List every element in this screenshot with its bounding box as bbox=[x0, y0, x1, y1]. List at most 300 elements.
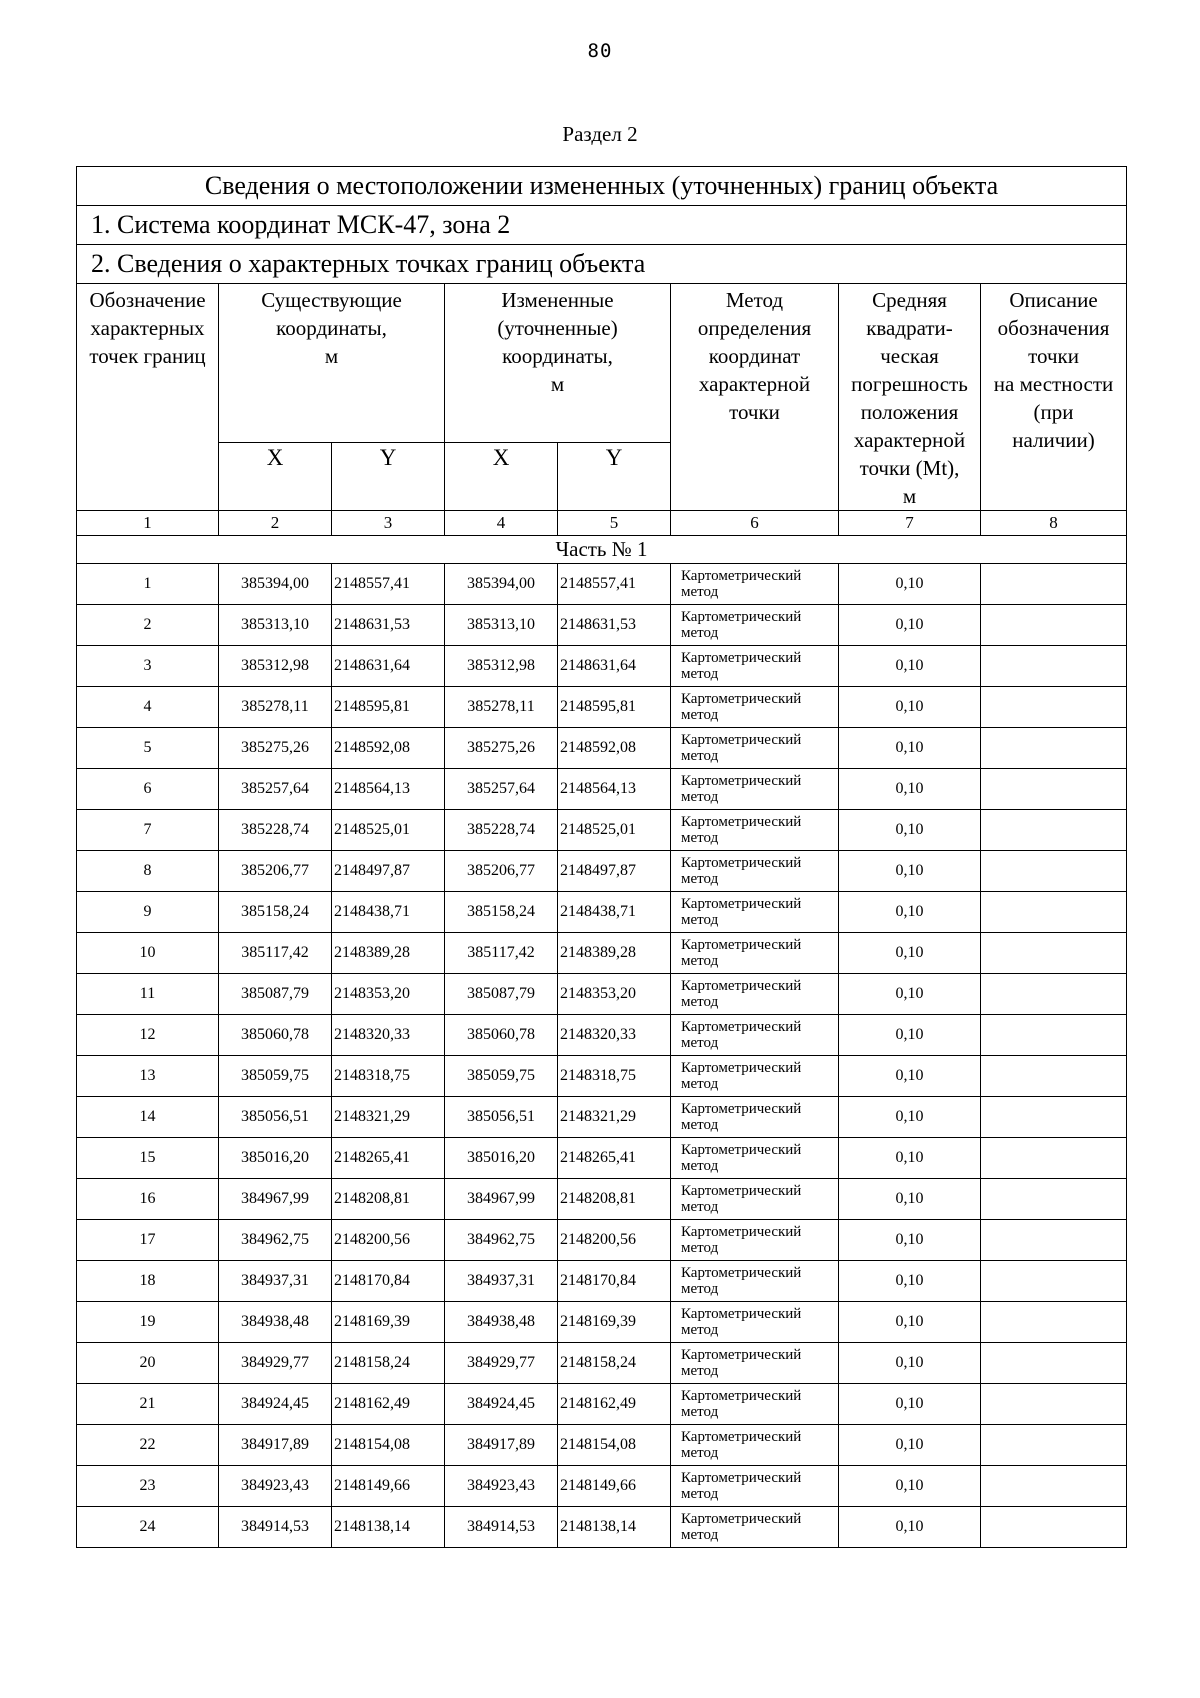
table-row bbox=[77, 1138, 1127, 1179]
method-line: метод bbox=[681, 1445, 719, 1461]
method-cell bbox=[671, 851, 839, 892]
table-row bbox=[77, 810, 1127, 851]
changed-x-cell: 385056,51 bbox=[445, 1097, 558, 1138]
header-line: определения bbox=[697, 316, 812, 340]
changed-x-cell: 384967,99 bbox=[445, 1179, 558, 1220]
point-number-cell: 14 bbox=[77, 1097, 219, 1138]
column-number: 8 bbox=[981, 511, 1127, 536]
existing-y-cell: 2148631,53 bbox=[332, 605, 445, 646]
header-description bbox=[981, 284, 1127, 511]
existing-x-cell: 384967,99 bbox=[219, 1179, 332, 1220]
method-cell bbox=[671, 728, 839, 769]
table-row bbox=[77, 974, 1127, 1015]
mean-square-error-cell: 0,10 bbox=[839, 1261, 981, 1302]
header-line: м bbox=[550, 372, 565, 396]
existing-x-cell: 385056,51 bbox=[219, 1097, 332, 1138]
table-row bbox=[77, 933, 1127, 974]
coordinate-system: 1. Система координат МСК-47, зона 2 bbox=[77, 206, 1127, 245]
description-cell bbox=[981, 1302, 1127, 1343]
header-changed-x: X bbox=[445, 443, 558, 511]
mean-square-error-cell: 0,10 bbox=[839, 1302, 981, 1343]
changed-x-cell: 384937,31 bbox=[445, 1261, 558, 1302]
header-line: характерной bbox=[698, 372, 811, 396]
description-cell bbox=[981, 1220, 1127, 1261]
changed-x-cell: 384929,77 bbox=[445, 1343, 558, 1384]
method-line: метод bbox=[681, 1281, 719, 1297]
existing-x-cell: 384917,89 bbox=[219, 1425, 332, 1466]
changed-x-cell: 384938,48 bbox=[445, 1302, 558, 1343]
existing-y-cell: 2148154,08 bbox=[332, 1425, 445, 1466]
method-cell bbox=[671, 564, 839, 605]
existing-y-cell: 2148631,64 bbox=[332, 646, 445, 687]
description-cell bbox=[981, 1261, 1127, 1302]
mean-square-error-cell: 0,10 bbox=[839, 646, 981, 687]
changed-y-cell: 2148200,56 bbox=[558, 1220, 671, 1261]
description-cell bbox=[981, 1056, 1127, 1097]
method-line: метод bbox=[681, 584, 719, 600]
mean-square-error-cell: 0,10 bbox=[839, 1384, 981, 1425]
mean-square-error-cell: 0,10 bbox=[839, 933, 981, 974]
method-line: Картометрический bbox=[681, 609, 802, 625]
method-line: метод bbox=[681, 1240, 719, 1256]
table-row bbox=[77, 1179, 1127, 1220]
mean-square-error-cell: 0,10 bbox=[839, 1138, 981, 1179]
table-row bbox=[77, 605, 1127, 646]
points-section-header: 2. Сведения о характерных точках границ объекта bbox=[77, 245, 1127, 284]
point-number-cell: 23 bbox=[77, 1466, 219, 1507]
existing-y-cell: 2148265,41 bbox=[332, 1138, 445, 1179]
existing-x-cell: 384962,75 bbox=[219, 1220, 332, 1261]
changed-x-cell: 384923,43 bbox=[445, 1466, 558, 1507]
changed-x-cell: 385158,24 bbox=[445, 892, 558, 933]
mean-square-error-cell: 0,10 bbox=[839, 974, 981, 1015]
existing-y-cell: 2148170,84 bbox=[332, 1261, 445, 1302]
header-existing-x: X bbox=[219, 443, 332, 511]
header-line: погрешность bbox=[851, 372, 968, 396]
method-line: Картометрический bbox=[681, 896, 802, 912]
existing-x-cell: 385087,79 bbox=[219, 974, 332, 1015]
method-cell bbox=[671, 974, 839, 1015]
changed-x-cell: 385016,20 bbox=[445, 1138, 558, 1179]
changed-y-cell: 2148208,81 bbox=[558, 1179, 671, 1220]
table-row bbox=[77, 1425, 1127, 1466]
table-row bbox=[77, 1302, 1127, 1343]
method-line: метод bbox=[681, 953, 719, 969]
column-number: 6 bbox=[671, 511, 839, 536]
header-line: на местности bbox=[993, 372, 1114, 396]
header-line: Метод bbox=[725, 288, 784, 312]
point-number-cell: 20 bbox=[77, 1343, 219, 1384]
existing-y-cell: 2148138,14 bbox=[332, 1507, 445, 1548]
mean-square-error-cell: 0,10 bbox=[839, 564, 981, 605]
changed-y-cell: 2148564,13 bbox=[558, 769, 671, 810]
method-cell bbox=[671, 1220, 839, 1261]
column-numbers-row bbox=[77, 511, 1127, 536]
changed-x-cell: 385060,78 bbox=[445, 1015, 558, 1056]
method-cell bbox=[671, 810, 839, 851]
method-cell bbox=[671, 1261, 839, 1302]
point-number-cell: 9 bbox=[77, 892, 219, 933]
changed-y-cell: 2148149,66 bbox=[558, 1466, 671, 1507]
header-line: (при bbox=[1033, 400, 1074, 424]
method-line: метод bbox=[681, 1363, 719, 1379]
existing-y-cell: 2148200,56 bbox=[332, 1220, 445, 1261]
header-line: Существующие bbox=[261, 288, 402, 312]
description-cell bbox=[981, 1138, 1127, 1179]
table-row bbox=[77, 646, 1127, 687]
header-line: координат bbox=[708, 344, 801, 368]
header-method bbox=[671, 284, 839, 511]
mean-square-error-cell: 0,10 bbox=[839, 1179, 981, 1220]
existing-y-cell: 2148208,81 bbox=[332, 1179, 445, 1220]
point-number-cell: 12 bbox=[77, 1015, 219, 1056]
method-line: Картометрический bbox=[681, 1019, 802, 1035]
existing-y-cell: 2148169,39 bbox=[332, 1302, 445, 1343]
changed-x-cell: 385312,98 bbox=[445, 646, 558, 687]
existing-y-cell: 2148595,81 bbox=[332, 687, 445, 728]
table-row bbox=[77, 892, 1127, 933]
method-line: метод bbox=[681, 1322, 719, 1338]
changed-y-cell: 2148321,29 bbox=[558, 1097, 671, 1138]
mean-square-error-cell: 0,10 bbox=[839, 687, 981, 728]
changed-y-cell: 2148158,24 bbox=[558, 1343, 671, 1384]
changed-x-cell: 385087,79 bbox=[445, 974, 558, 1015]
table-row bbox=[77, 728, 1127, 769]
existing-x-cell: 385206,77 bbox=[219, 851, 332, 892]
header-line: характерных bbox=[90, 316, 205, 340]
changed-y-cell: 2148497,87 bbox=[558, 851, 671, 892]
changed-y-cell: 2148318,75 bbox=[558, 1056, 671, 1097]
table-row bbox=[77, 687, 1127, 728]
method-line: Картометрический bbox=[681, 568, 802, 584]
changed-y-cell: 2148320,33 bbox=[558, 1015, 671, 1056]
method-line: метод bbox=[681, 789, 719, 805]
changed-x-cell: 385117,42 bbox=[445, 933, 558, 974]
description-cell bbox=[981, 1384, 1127, 1425]
changed-y-cell: 2148170,84 bbox=[558, 1261, 671, 1302]
existing-y-cell: 2148321,29 bbox=[332, 1097, 445, 1138]
method-line: Картометрический bbox=[681, 1306, 802, 1322]
table-title: Сведения о местоположении измененных (уточненных) границ объекта bbox=[77, 167, 1127, 206]
column-number: 2 bbox=[219, 511, 332, 536]
existing-x-cell: 384914,53 bbox=[219, 1507, 332, 1548]
changed-x-cell: 385228,74 bbox=[445, 810, 558, 851]
column-number: 3 bbox=[332, 511, 445, 536]
method-cell bbox=[671, 1507, 839, 1548]
description-cell bbox=[981, 605, 1127, 646]
point-number-cell: 7 bbox=[77, 810, 219, 851]
method-cell bbox=[671, 1097, 839, 1138]
point-number-cell: 17 bbox=[77, 1220, 219, 1261]
method-cell bbox=[671, 1138, 839, 1179]
changed-y-cell: 2148389,28 bbox=[558, 933, 671, 974]
method-cell bbox=[671, 605, 839, 646]
point-number-cell: 22 bbox=[77, 1425, 219, 1466]
existing-y-cell: 2148162,49 bbox=[332, 1384, 445, 1425]
method-line: метод bbox=[681, 1158, 719, 1174]
existing-y-cell: 2148318,75 bbox=[332, 1056, 445, 1097]
table-row bbox=[77, 1384, 1127, 1425]
header-line: м bbox=[324, 344, 339, 368]
boundary-points-table bbox=[76, 166, 1127, 1548]
header-line: характерной bbox=[853, 428, 966, 452]
description-cell bbox=[981, 646, 1127, 687]
existing-x-cell: 384938,48 bbox=[219, 1302, 332, 1343]
existing-x-cell: 385059,75 bbox=[219, 1056, 332, 1097]
method-line: метод bbox=[681, 1117, 719, 1133]
method-line: Картометрический bbox=[681, 978, 802, 994]
method-line: метод bbox=[681, 1076, 719, 1092]
header-point-designation bbox=[77, 284, 219, 511]
point-number-cell: 11 bbox=[77, 974, 219, 1015]
method-cell bbox=[671, 933, 839, 974]
header-line: наличии) bbox=[1012, 428, 1095, 452]
header-line: Обозначение bbox=[89, 288, 206, 312]
table-row bbox=[77, 1015, 1127, 1056]
mean-square-error-cell: 0,10 bbox=[839, 810, 981, 851]
point-number-cell: 16 bbox=[77, 1179, 219, 1220]
existing-y-cell: 2148353,20 bbox=[332, 974, 445, 1015]
method-line: метод bbox=[681, 1404, 719, 1420]
header-changed-coordinates bbox=[445, 284, 671, 443]
header-line: точки bbox=[729, 400, 780, 424]
point-number-cell: 2 bbox=[77, 605, 219, 646]
header-line: точки bbox=[1028, 344, 1079, 368]
method-line: метод bbox=[681, 994, 719, 1010]
existing-x-cell: 385257,64 bbox=[219, 769, 332, 810]
existing-y-cell: 2148389,28 bbox=[332, 933, 445, 974]
description-cell bbox=[981, 851, 1127, 892]
table-row bbox=[77, 1507, 1127, 1548]
method-cell bbox=[671, 1015, 839, 1056]
changed-y-cell: 2148265,41 bbox=[558, 1138, 671, 1179]
description-cell bbox=[981, 1015, 1127, 1056]
method-cell bbox=[671, 1343, 839, 1384]
header-line: обозначения bbox=[997, 316, 1110, 340]
method-line: метод bbox=[681, 912, 719, 928]
description-cell bbox=[981, 1507, 1127, 1548]
mean-square-error-cell: 0,10 bbox=[839, 1056, 981, 1097]
method-cell bbox=[671, 1056, 839, 1097]
method-cell bbox=[671, 646, 839, 687]
method-cell bbox=[671, 1425, 839, 1466]
column-number: 1 bbox=[77, 511, 219, 536]
changed-x-cell: 384924,45 bbox=[445, 1384, 558, 1425]
method-line: метод bbox=[681, 666, 719, 682]
changed-x-cell: 385059,75 bbox=[445, 1056, 558, 1097]
point-number-cell: 19 bbox=[77, 1302, 219, 1343]
header-line: координаты, bbox=[276, 316, 387, 340]
column-number: 4 bbox=[445, 511, 558, 536]
description-cell bbox=[981, 769, 1127, 810]
table-row bbox=[77, 1343, 1127, 1384]
header-changed-y: Y bbox=[558, 443, 671, 511]
header-line: Средняя bbox=[872, 288, 947, 312]
header-line: Описание bbox=[1009, 288, 1098, 312]
method-line: Картометрический bbox=[681, 1060, 802, 1076]
method-cell bbox=[671, 1466, 839, 1507]
existing-x-cell: 384937,31 bbox=[219, 1261, 332, 1302]
existing-x-cell: 385394,00 bbox=[219, 564, 332, 605]
existing-y-cell: 2148564,13 bbox=[332, 769, 445, 810]
existing-y-cell: 2148149,66 bbox=[332, 1466, 445, 1507]
changed-x-cell: 385278,11 bbox=[445, 687, 558, 728]
existing-y-cell: 2148592,08 bbox=[332, 728, 445, 769]
existing-y-cell: 2148525,01 bbox=[332, 810, 445, 851]
changed-x-cell: 384917,89 bbox=[445, 1425, 558, 1466]
existing-y-cell: 2148438,71 bbox=[332, 892, 445, 933]
header-existing-coordinates bbox=[219, 284, 445, 443]
column-number: 5 bbox=[558, 511, 671, 536]
method-cell bbox=[671, 892, 839, 933]
changed-y-cell: 2148631,53 bbox=[558, 605, 671, 646]
mean-square-error-cell: 0,10 bbox=[839, 1343, 981, 1384]
existing-x-cell: 385312,98 bbox=[219, 646, 332, 687]
existing-x-cell: 385313,10 bbox=[219, 605, 332, 646]
description-cell bbox=[981, 1466, 1127, 1507]
mean-square-error-cell: 0,10 bbox=[839, 1466, 981, 1507]
point-number-cell: 13 bbox=[77, 1056, 219, 1097]
method-line: Картометрический bbox=[681, 1470, 802, 1486]
point-number-cell: 6 bbox=[77, 769, 219, 810]
method-line: метод bbox=[681, 871, 719, 887]
method-line: Картометрический bbox=[681, 1224, 802, 1240]
changed-y-cell: 2148138,14 bbox=[558, 1507, 671, 1548]
description-cell bbox=[981, 1179, 1127, 1220]
changed-y-cell: 2148525,01 bbox=[558, 810, 671, 851]
existing-x-cell: 384929,77 bbox=[219, 1343, 332, 1384]
method-line: Картометрический bbox=[681, 1511, 802, 1527]
table-row bbox=[77, 1466, 1127, 1507]
description-cell bbox=[981, 1343, 1127, 1384]
changed-y-cell: 2148438,71 bbox=[558, 892, 671, 933]
point-number-cell: 21 bbox=[77, 1384, 219, 1425]
existing-x-cell: 385117,42 bbox=[219, 933, 332, 974]
header-line: положения bbox=[860, 400, 959, 424]
existing-y-cell: 2148320,33 bbox=[332, 1015, 445, 1056]
changed-x-cell: 384914,53 bbox=[445, 1507, 558, 1548]
header-line: ческая bbox=[880, 344, 939, 368]
existing-x-cell: 385060,78 bbox=[219, 1015, 332, 1056]
method-line: Картометрический bbox=[681, 1142, 802, 1158]
method-line: Картометрический bbox=[681, 773, 802, 789]
description-cell bbox=[981, 933, 1127, 974]
existing-y-cell: 2148557,41 bbox=[332, 564, 445, 605]
point-number-cell: 3 bbox=[77, 646, 219, 687]
method-cell bbox=[671, 1179, 839, 1220]
table-row bbox=[77, 1097, 1127, 1138]
header-existing-y: Y bbox=[332, 443, 445, 511]
table-row bbox=[77, 769, 1127, 810]
table-row bbox=[77, 1220, 1127, 1261]
existing-x-cell: 385278,11 bbox=[219, 687, 332, 728]
mean-square-error-cell: 0,10 bbox=[839, 1220, 981, 1261]
header-line: точки (Mt), bbox=[859, 456, 960, 480]
point-number-cell: 8 bbox=[77, 851, 219, 892]
point-number-cell: 18 bbox=[77, 1261, 219, 1302]
page-number: 80 bbox=[587, 40, 613, 62]
header-line: точек границ bbox=[89, 344, 206, 368]
header-line: (уточненные) bbox=[497, 316, 618, 340]
method-line: Картометрический bbox=[681, 1183, 802, 1199]
mean-square-error-cell: 0,10 bbox=[839, 1097, 981, 1138]
mean-square-error-cell: 0,10 bbox=[839, 1507, 981, 1548]
method-line: Картометрический bbox=[681, 937, 802, 953]
table-row bbox=[77, 1056, 1127, 1097]
existing-x-cell: 384924,45 bbox=[219, 1384, 332, 1425]
point-number-cell: 24 bbox=[77, 1507, 219, 1548]
table-row bbox=[77, 851, 1127, 892]
mean-square-error-cell: 0,10 bbox=[839, 605, 981, 646]
method-line: Картометрический bbox=[681, 1101, 802, 1117]
changed-y-cell: 2148631,64 bbox=[558, 646, 671, 687]
changed-x-cell: 384962,75 bbox=[445, 1220, 558, 1261]
method-line: Картометрический bbox=[681, 855, 802, 871]
mean-square-error-cell: 0,10 bbox=[839, 851, 981, 892]
method-cell bbox=[671, 769, 839, 810]
changed-y-cell: 2148154,08 bbox=[558, 1425, 671, 1466]
header-line: Измененные bbox=[501, 288, 614, 312]
table-row bbox=[77, 564, 1127, 605]
method-cell bbox=[671, 1302, 839, 1343]
section-title: Раздел 2 bbox=[562, 122, 638, 146]
mean-square-error-cell: 0,10 bbox=[839, 1425, 981, 1466]
existing-y-cell: 2148158,24 bbox=[332, 1343, 445, 1384]
method-line: Картометрический bbox=[681, 1265, 802, 1281]
point-number-cell: 1 bbox=[77, 564, 219, 605]
description-cell bbox=[981, 892, 1127, 933]
method-line: Картометрический bbox=[681, 691, 802, 707]
method-line: метод bbox=[681, 1199, 719, 1215]
method-cell bbox=[671, 1384, 839, 1425]
method-line: метод bbox=[681, 625, 719, 641]
changed-x-cell: 385313,10 bbox=[445, 605, 558, 646]
changed-x-cell: 385394,00 bbox=[445, 564, 558, 605]
part-label: Часть № 1 bbox=[77, 536, 1127, 564]
existing-x-cell: 385228,74 bbox=[219, 810, 332, 851]
header-line: координаты, bbox=[502, 344, 613, 368]
description-cell bbox=[981, 974, 1127, 1015]
changed-y-cell: 2148169,39 bbox=[558, 1302, 671, 1343]
point-number-cell: 5 bbox=[77, 728, 219, 769]
header-mean-square-error bbox=[839, 284, 981, 511]
existing-x-cell: 385158,24 bbox=[219, 892, 332, 933]
header-line: квадрати- bbox=[866, 316, 953, 340]
header-line: м bbox=[902, 484, 917, 508]
changed-x-cell: 385257,64 bbox=[445, 769, 558, 810]
method-line: Картометрический bbox=[681, 1429, 802, 1445]
existing-x-cell: 385275,26 bbox=[219, 728, 332, 769]
method-line: метод bbox=[681, 1486, 719, 1502]
description-cell bbox=[981, 1425, 1127, 1466]
changed-x-cell: 385206,77 bbox=[445, 851, 558, 892]
table-row bbox=[77, 1261, 1127, 1302]
point-number-cell: 4 bbox=[77, 687, 219, 728]
mean-square-error-cell: 0,10 bbox=[839, 892, 981, 933]
description-cell bbox=[981, 564, 1127, 605]
mean-square-error-cell: 0,10 bbox=[839, 769, 981, 810]
point-number-cell: 15 bbox=[77, 1138, 219, 1179]
mean-square-error-cell: 0,10 bbox=[839, 728, 981, 769]
method-line: Картометрический bbox=[681, 814, 802, 830]
method-line: Картометрический bbox=[681, 1388, 802, 1404]
method-line: Картометрический bbox=[681, 732, 802, 748]
method-line: метод bbox=[681, 748, 719, 764]
changed-y-cell: 2148353,20 bbox=[558, 974, 671, 1015]
method-line: метод bbox=[681, 1035, 719, 1051]
existing-x-cell: 384923,43 bbox=[219, 1466, 332, 1507]
changed-y-cell: 2148592,08 bbox=[558, 728, 671, 769]
